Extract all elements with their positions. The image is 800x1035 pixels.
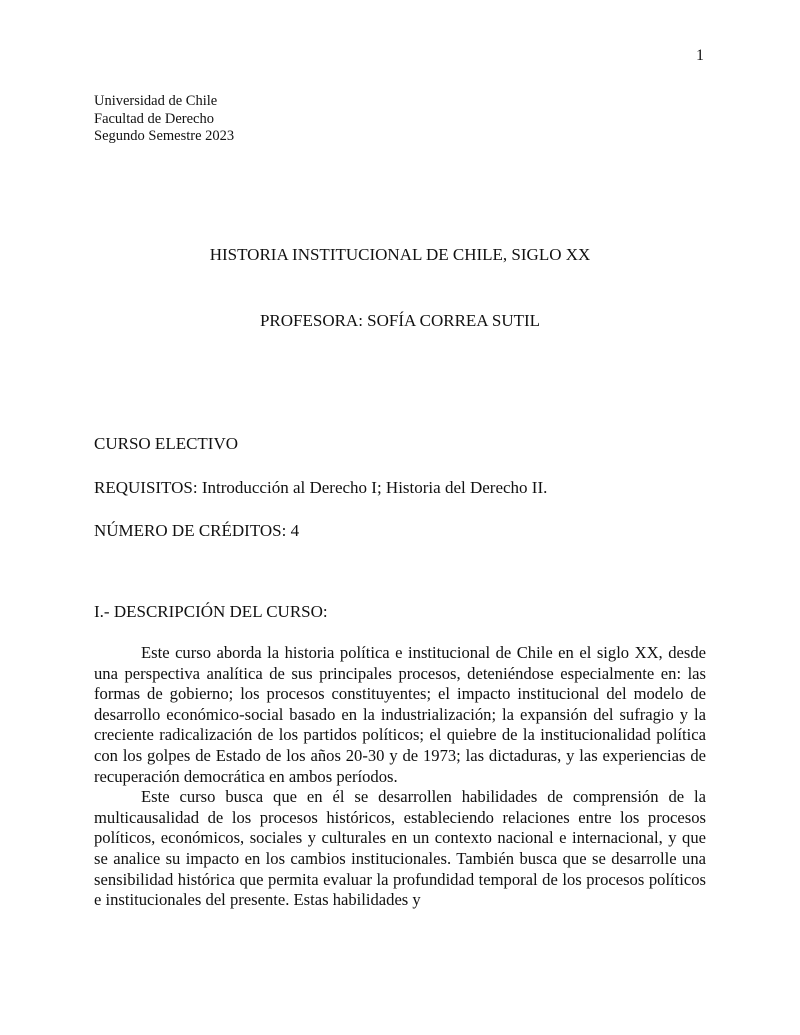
section-heading-description: I.- DESCRIPCIÓN DEL CURSO:	[94, 602, 328, 621]
course-credits: NÚMERO DE CRÉDITOS: 4	[94, 521, 300, 540]
course-requisites: REQUISITOS: Introducción al Derecho I; Historia del Derecho II.	[94, 478, 548, 497]
page-number: 1	[696, 47, 704, 64]
semester-label: Segundo Semestre 2023	[94, 128, 235, 144]
description-paragraph: Este curso aborda la historia política e institucional de Chile en el siglo XX, desde una perspectiva analítica de sus principales procesos, deteniéndose especialmente en: las formas de gobierno; los procesos constituyentes; el impacto institucional del modelo de desarrollo económico-social basado en la industrialización; la expansión del sufragio y la creciente radicalización de los partidos políticos; el quiebre de la institucionalidad política con los golpes de Estado de los años 20-30 y de 1973; las dictaduras, y las experiencias de recuperación democrática en ambos períodos.	[94, 643, 706, 786]
institution-header	[94, 93, 234, 146]
faculty-name: Facultad de Derecho	[94, 110, 214, 127]
professor-name: PROFESORA: SOFÍA CORREA SUTIL	[259, 311, 541, 330]
description-paragraph: Este curso busca que en él se desarrollen habilidades de comprensión de la multicausalidad de los procesos históricos, estableciendo relaciones entre los procesos políticos, económicos, sociales y culturales en un contexto nacional e internacional, y que se analice su impacto en los cambios institucionales. También busca que se desarrolle una sensibilidad histórica que permita evaluar la profundidad temporal de los procesos políticos e institucionales del presente. Estas habilidades y	[94, 787, 706, 910]
course-type: CURSO ELECTIVO	[94, 434, 239, 453]
university-name: Universidad de Chile	[94, 93, 218, 109]
course-title: HISTORIA INSTITUCIONAL DE CHILE, SIGLO XX	[209, 245, 591, 264]
description-body	[94, 643, 706, 939]
